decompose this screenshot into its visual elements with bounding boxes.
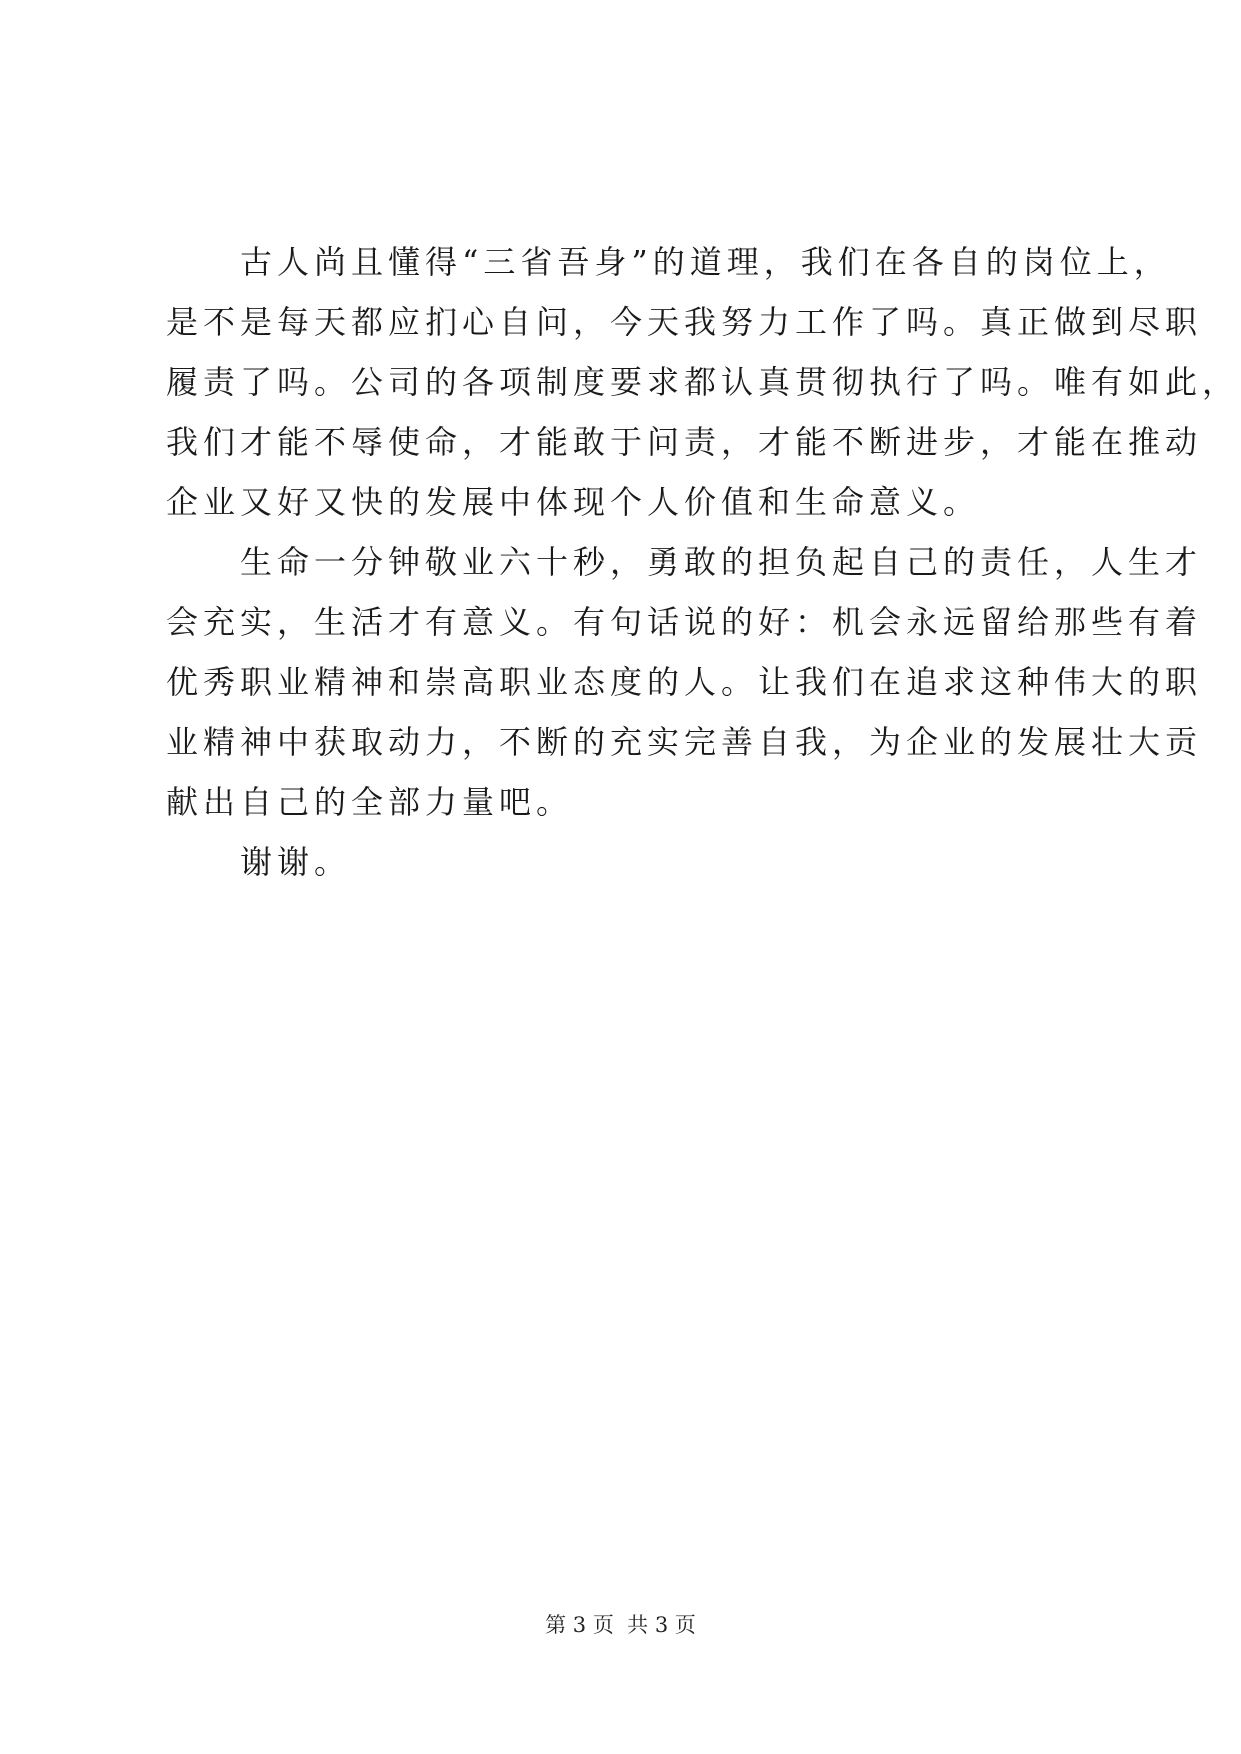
text-line: 古人尚且懂得“三省吾身”的道理，我们在各自的岗位上， (166, 243, 1171, 281)
text-line: 献出自己的全部力量吧。 (166, 783, 574, 821)
body-text (166, 232, 1240, 892)
text-line: 优秀职业精神和崇高职业态度的人。让我们在追求这种伟大的职 (166, 663, 1203, 701)
text-line: 生命一分钟敬业六十秒，勇敢的担负起自己的责任，人生才 (166, 543, 1203, 581)
page-number-footer: 第 3 页 共 3 页 (545, 1613, 696, 1637)
text-line: 是不是每天都应扪心自问，今天我努力工作了吗。真正做到尽职 (166, 303, 1203, 341)
text-line: 业精神中获取动力，不断的充实完善自我，为企业的发展壮大贡 (166, 723, 1203, 761)
text-line: 会充实，生活才有意义。有句话说的好：机会永远留给那些有着 (166, 603, 1203, 641)
text-line: 履责了吗。公司的各项制度要求都认真贯彻执行了吗。唯有如此， (166, 363, 1240, 401)
text-line: 谢谢。 (166, 843, 352, 881)
text-line: 我们才能不辱使命，才能敢于问责，才能不断进步，才能在推动 (166, 423, 1203, 461)
text-line: 企业又好又快的发展中体现个人价值和生命意义。 (166, 483, 981, 521)
